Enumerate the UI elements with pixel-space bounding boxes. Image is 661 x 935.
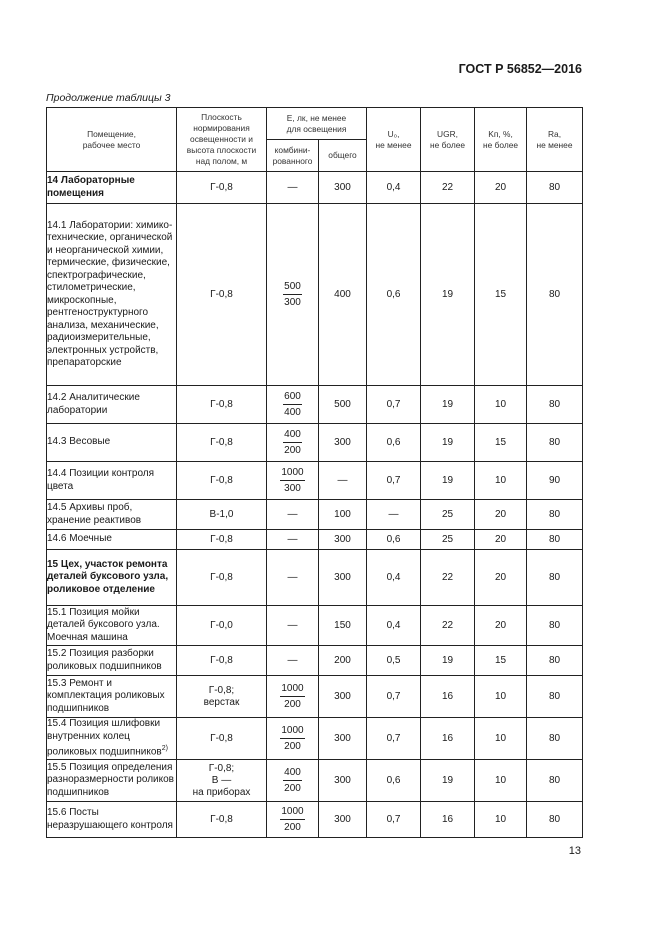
room-name: 15.6 Посты неразрушающего контроля xyxy=(47,807,173,831)
fraction-numerator: 1000 xyxy=(280,466,304,481)
fraction-numerator: 1000 xyxy=(280,682,304,697)
illuminance-fraction xyxy=(280,682,304,711)
combined-cell xyxy=(267,760,319,802)
fraction-denominator: 400 xyxy=(284,407,301,418)
ugr-cell: 16 xyxy=(421,802,475,838)
fraction-denominator: 200 xyxy=(284,699,301,710)
room-name: 15.5 Позиция определения разноразмерности роликов подшипников xyxy=(47,761,174,798)
illuminance-fraction xyxy=(280,724,304,753)
uo-cell: 0,6 xyxy=(367,424,421,462)
kp-cell: 15 xyxy=(475,646,527,676)
table-row xyxy=(47,204,583,386)
kp-cell: 20 xyxy=(475,606,527,646)
table-row xyxy=(47,172,583,204)
table-row xyxy=(47,530,583,550)
ra-cell: 80 xyxy=(527,424,583,462)
ra-cell: 80 xyxy=(527,530,583,550)
ugr-cell: 19 xyxy=(421,204,475,386)
illuminance-fraction xyxy=(283,766,302,795)
uo-cell: 0,4 xyxy=(367,550,421,606)
plane-cell: Г-0,8 xyxy=(177,386,267,424)
room-name: 14 Лабораторные помещения xyxy=(47,175,135,199)
ugr-cell: 25 xyxy=(421,530,475,550)
combined-cell xyxy=(267,204,319,386)
col-header-general: общего xyxy=(319,140,367,172)
ra-cell: 80 xyxy=(527,500,583,530)
general-cell: 300 xyxy=(319,760,367,802)
col-header-kp: Kп, %, не более xyxy=(475,108,527,172)
ugr-cell: 16 xyxy=(421,676,475,718)
room-cell xyxy=(47,606,177,646)
ugr-cell: 19 xyxy=(421,646,475,676)
room-name: 14.6 Моечные xyxy=(47,533,112,545)
document-code: ГОСТ Р 56852—2016 xyxy=(458,62,582,76)
footnote-mark: 2) xyxy=(161,745,168,753)
col-header-ugr: UGR, не более xyxy=(421,108,475,172)
combined-cell: — xyxy=(267,550,319,606)
kp-cell: 10 xyxy=(475,386,527,424)
room-cell xyxy=(47,500,177,530)
plane-cell: Г-0,8 xyxy=(177,802,267,838)
room-name: 15.4 Позиция шлифовки внутренних колец роликовых подшипников xyxy=(47,718,162,758)
combined-cell: — xyxy=(267,606,319,646)
room-cell xyxy=(47,676,177,718)
table-row xyxy=(47,676,583,718)
plane-cell: Г-0,8 xyxy=(177,462,267,500)
general-cell: 300 xyxy=(319,550,367,606)
table-row xyxy=(47,606,583,646)
uo-cell: 0,5 xyxy=(367,646,421,676)
room-name: 14.2 Аналитические лаборатории xyxy=(47,392,140,416)
room-cell xyxy=(47,424,177,462)
fraction-denominator: 200 xyxy=(284,783,301,794)
table-row xyxy=(47,462,583,500)
lighting-norms-table xyxy=(46,107,583,838)
plane-cell: Г-0,0 xyxy=(177,606,267,646)
ugr-cell: 19 xyxy=(421,760,475,802)
uo-cell: 0,4 xyxy=(367,172,421,204)
table-row xyxy=(47,550,583,606)
room-name: 14.3 Весовые xyxy=(47,436,111,448)
kp-cell: 15 xyxy=(475,424,527,462)
table-row xyxy=(47,386,583,424)
table-row xyxy=(47,646,583,676)
col-header-plane: Плоскость нормирования освещенности и высота плоскости над полом, м xyxy=(177,108,267,172)
combined-cell xyxy=(267,462,319,500)
plane-cell: Г-0,8 xyxy=(177,424,267,462)
kp-cell: 10 xyxy=(475,718,527,760)
ra-cell: 80 xyxy=(527,676,583,718)
plane-cell: Г-0,8 xyxy=(177,530,267,550)
room-name: 14.4 Позиции контроля цвета xyxy=(47,468,155,492)
ra-cell: 80 xyxy=(527,386,583,424)
kp-cell: 10 xyxy=(475,462,527,500)
uo-cell: 0,7 xyxy=(367,462,421,500)
ugr-cell: 25 xyxy=(421,500,475,530)
general-cell: 300 xyxy=(319,676,367,718)
general-cell: 300 xyxy=(319,172,367,204)
table-row xyxy=(47,500,583,530)
table-caption: Продолжение таблицы 3 xyxy=(46,92,171,104)
room-name: 14.5 Архивы проб, хранение реактивов xyxy=(47,502,142,526)
uo-cell: 0,6 xyxy=(367,204,421,386)
ra-cell: 80 xyxy=(527,802,583,838)
illuminance-fraction xyxy=(283,280,302,309)
uo-cell: 0,7 xyxy=(367,802,421,838)
table-row xyxy=(47,718,583,760)
uo-cell: 0,6 xyxy=(367,530,421,550)
fraction-denominator: 200 xyxy=(284,445,301,456)
col-header-uo: U₀, не менее xyxy=(367,108,421,172)
ra-cell: 80 xyxy=(527,646,583,676)
col-header-illuminance: E, лк, не менее для освещения xyxy=(267,108,367,140)
col-header-room: Помещение, рабочее место xyxy=(47,108,177,172)
uo-cell: 0,7 xyxy=(367,386,421,424)
uo-cell: 0,6 xyxy=(367,760,421,802)
uo-cell: — xyxy=(367,500,421,530)
ra-cell: 80 xyxy=(527,718,583,760)
fraction-numerator: 500 xyxy=(283,280,302,295)
kp-cell: 20 xyxy=(475,550,527,606)
room-cell xyxy=(47,530,177,550)
ugr-cell: 19 xyxy=(421,386,475,424)
plane-cell: Г-0,8 xyxy=(177,204,267,386)
combined-cell: — xyxy=(267,646,319,676)
ugr-cell: 19 xyxy=(421,462,475,500)
room-cell xyxy=(47,718,177,760)
plane-cell: Г-0,8 xyxy=(177,550,267,606)
fraction-numerator: 600 xyxy=(283,390,302,405)
combined-cell xyxy=(267,386,319,424)
fraction-numerator: 400 xyxy=(283,766,302,781)
kp-cell: 20 xyxy=(475,500,527,530)
room-cell xyxy=(47,172,177,204)
room-cell xyxy=(47,462,177,500)
fraction-numerator: 400 xyxy=(283,428,302,443)
fraction-denominator: 300 xyxy=(284,483,301,494)
room-name: 14.1 Лаборатории: химико-технические, органической и неорганической химии, термические, физические, спектрографические, стилометрические, микроскопные, рентгеноструктурного анализа, механические, радиоизмерительные, электронных устройств, препараторские xyxy=(47,219,173,368)
room-cell xyxy=(47,386,177,424)
general-cell: 150 xyxy=(319,606,367,646)
room-name: 15.3 Ремонт и комплектация роликовых подшипников xyxy=(47,677,165,714)
fraction-numerator: 1000 xyxy=(280,805,304,820)
plane-cell: Г-0,8; верстак xyxy=(177,676,267,718)
general-cell: 300 xyxy=(319,718,367,760)
table-row xyxy=(47,802,583,838)
ra-cell: 80 xyxy=(527,172,583,204)
combined-cell: — xyxy=(267,172,319,204)
room-name: 15.1 Позиция мойки деталей буксового узла. Моечная машина xyxy=(47,606,160,643)
general-cell: 300 xyxy=(319,530,367,550)
room-cell xyxy=(47,802,177,838)
room-cell xyxy=(47,204,177,386)
col-header-combined: комбини- рованного xyxy=(267,140,319,172)
ra-cell: 80 xyxy=(527,606,583,646)
kp-cell: 10 xyxy=(475,802,527,838)
general-cell: 400 xyxy=(319,204,367,386)
kp-cell: 15 xyxy=(475,204,527,386)
combined-cell xyxy=(267,802,319,838)
uo-cell: 0,7 xyxy=(367,718,421,760)
fraction-numerator: 1000 xyxy=(280,724,304,739)
combined-cell xyxy=(267,676,319,718)
illuminance-fraction xyxy=(280,805,304,834)
general-cell: 300 xyxy=(319,802,367,838)
room-cell xyxy=(47,646,177,676)
col-header-ra: Ra, не менее xyxy=(527,108,583,172)
combined-cell xyxy=(267,718,319,760)
ra-cell: 80 xyxy=(527,550,583,606)
illuminance-fraction xyxy=(283,428,302,457)
fraction-denominator: 300 xyxy=(284,297,301,308)
general-cell: 300 xyxy=(319,424,367,462)
uo-cell: 0,7 xyxy=(367,676,421,718)
general-cell: 100 xyxy=(319,500,367,530)
ra-cell: 80 xyxy=(527,760,583,802)
table-row xyxy=(47,424,583,462)
room-cell xyxy=(47,760,177,802)
page-number: 13 xyxy=(568,845,581,857)
ugr-cell: 16 xyxy=(421,718,475,760)
fraction-denominator: 200 xyxy=(284,741,301,752)
plane-cell: Г-0,8 xyxy=(177,646,267,676)
plane-cell: В-1,0 xyxy=(177,500,267,530)
general-cell: 200 xyxy=(319,646,367,676)
kp-cell: 20 xyxy=(475,172,527,204)
plane-cell: Г-0,8 xyxy=(177,718,267,760)
plane-cell: Г-0,8; В — на приборах xyxy=(177,760,267,802)
uo-cell: 0,4 xyxy=(367,606,421,646)
kp-cell: 20 xyxy=(475,530,527,550)
ra-cell: 80 xyxy=(527,204,583,386)
combined-cell: — xyxy=(267,500,319,530)
ugr-cell: 19 xyxy=(421,424,475,462)
illuminance-fraction xyxy=(283,390,302,419)
combined-cell: — xyxy=(267,530,319,550)
ugr-cell: 22 xyxy=(421,172,475,204)
kp-cell: 10 xyxy=(475,760,527,802)
ra-cell: 90 xyxy=(527,462,583,500)
fraction-denominator: 200 xyxy=(284,822,301,833)
room-cell xyxy=(47,550,177,606)
table-row xyxy=(47,760,583,802)
ugr-cell: 22 xyxy=(421,606,475,646)
combined-cell xyxy=(267,424,319,462)
general-cell: 500 xyxy=(319,386,367,424)
general-cell: — xyxy=(319,462,367,500)
kp-cell: 10 xyxy=(475,676,527,718)
room-name: 15.2 Позиция разборки роликовых подшипников xyxy=(47,648,162,672)
ugr-cell: 22 xyxy=(421,550,475,606)
room-name: 15 Цех, участок ремонта деталей буксового узла, роликовое отделение xyxy=(47,558,169,595)
plane-cell: Г-0,8 xyxy=(177,172,267,204)
illuminance-fraction xyxy=(280,466,304,495)
